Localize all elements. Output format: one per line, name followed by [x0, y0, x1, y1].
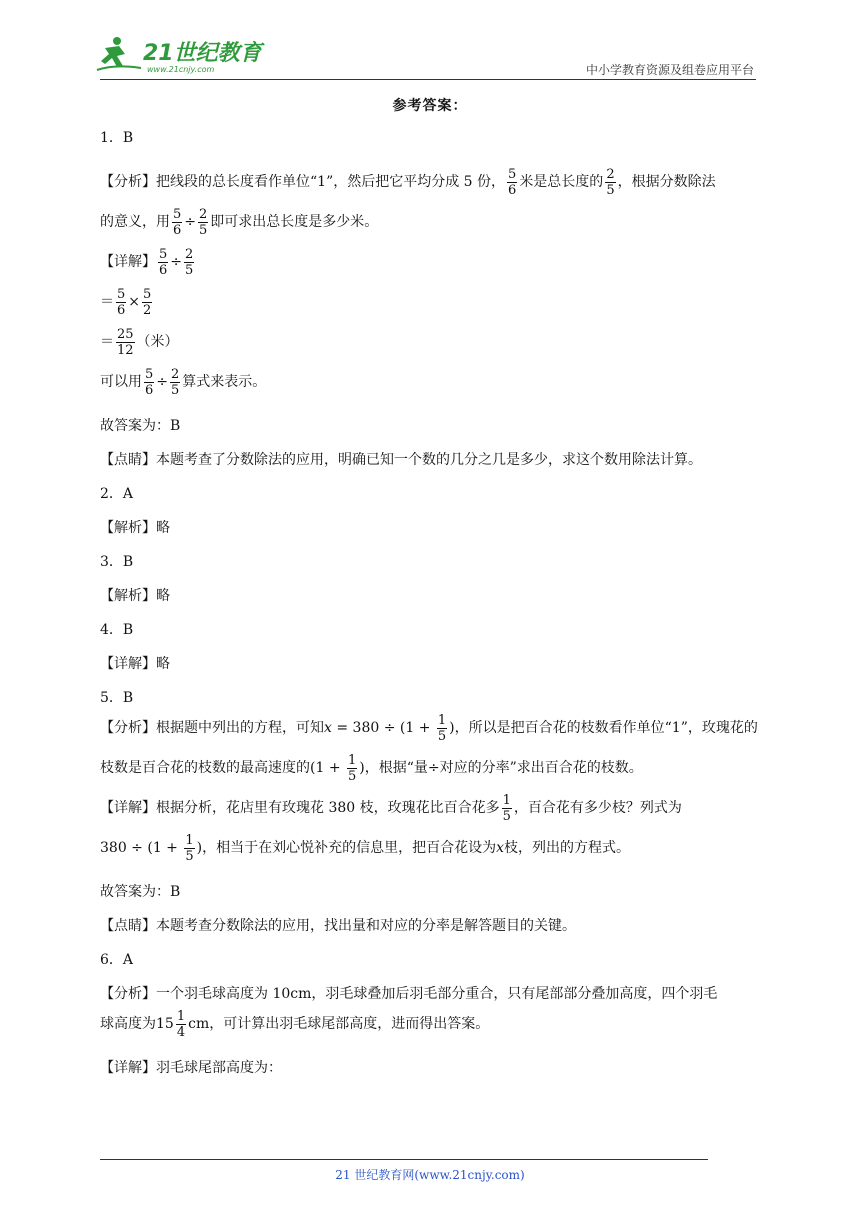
q6-detail-line1: 【详解】羽毛球尾部高度为： [100, 1060, 282, 1076]
q2-answer: 2．A [100, 486, 134, 502]
q4-note: 【详解】略 [100, 656, 170, 672]
q2-note: 【解析】略 [100, 520, 170, 536]
q3-note: 【解析】略 [100, 588, 170, 604]
q4-answer: 4．B [100, 622, 134, 638]
q5-detail-line1: 【详解】根据分析，花店里有玫瑰花 380 枝，玫瑰花比百合花多 $\frac{1}{5}$ ，百合花有多少枝？列式为 [100, 792, 682, 824]
q5-analysis-line1: 【分析】根据题中列出的方程，可知x = 380 ÷ (1 + $\frac{1}{5}$ )，所以是把百合花的枝数看作单位“1”，玫瑰花的 [100, 712, 758, 744]
site-logo [95, 34, 265, 76]
q5-answer: 5．B [100, 690, 134, 706]
q1-answer: 1．B [100, 130, 134, 146]
q6-answer: 6．A [100, 952, 134, 968]
q1-detail-line2: ＝ $\frac{5}{6}$ × $\frac{5}{2}$ [100, 286, 152, 318]
q1-final-answer: 故答案为：B [100, 418, 181, 434]
page-header [0, 0, 860, 85]
page-title: 参考答案： [392, 98, 468, 114]
svg-text:www.21cnjy.com: www.21cnjy.com [147, 65, 215, 74]
header-divider [100, 79, 756, 80]
q3-answer: 3．B [100, 554, 134, 570]
q1-analysis-line2: 的意义，用 $\frac{5}{6}$ ÷ $\frac{2}{5}$ 即可求出总长度是多少米。 [100, 206, 379, 238]
q6-analysis-line2: 球高度为15 $\frac{1}{4}$ cm，可计算出羽毛球尾部高度，进而得出答案。 [100, 1008, 490, 1040]
platform-name: 中小学教育资源及组卷应用平台 [585, 63, 754, 77]
footer-source: 21 世纪教育网(www.21cnjy.com) [335, 1168, 525, 1182]
q1-expression: 可以用 $\frac{5}{6}$ ÷ $\frac{2}{5}$ 算式来表示。 [100, 366, 267, 398]
svg-text:21世纪教育: 21世纪教育 [143, 41, 262, 66]
q1-tip: 【点睛】本题考查了分数除法的应用，明确已知一个数的几分之几是多少，求这个数用除法计算。 [100, 452, 702, 468]
q5-analysis-line2: 枝数是百合花的枝数的最高速度的(1 + $\frac{1}{5}$ )，根据“量÷对应的分率”求出百合花的枝数。 [100, 752, 643, 784]
footer-divider [100, 1159, 708, 1160]
q1-analysis-line1: 【分析】把线段的总长度看作单位“1”，然后把它平均分成 5 份， $\frac{5}{6}$ 米是总长度的 $\frac{2}{5}$ ，根据分数除法 [100, 166, 716, 198]
q5-detail-line2: 380 ÷ (1 + $\frac{1}{5}$ )，相当于在刘心悦补充的信息里，把百合花设为x枝，列出的方程式。 [100, 832, 631, 864]
q5-final-answer: 故答案为：B [100, 884, 181, 900]
q6-analysis-line1: 【分析】一个羽毛球高度为 10cm，羽毛球叠加后羽毛部分重合，只有尾部部分叠加高度，四个羽毛 [100, 986, 718, 1002]
q1-detail-line1: 【详解】 $\frac{5}{6}$ ÷ $\frac{2}{5}$ [100, 246, 194, 278]
q5-tip: 【点睛】本题考查分数除法的应用，找出量和对应的分率是解答题目的关键。 [100, 918, 576, 934]
runner-icon [97, 37, 141, 70]
answer-content [100, 96, 760, 1078]
q1-detail-line3: ＝ $\frac{25}{12}$ （米） [100, 326, 179, 358]
